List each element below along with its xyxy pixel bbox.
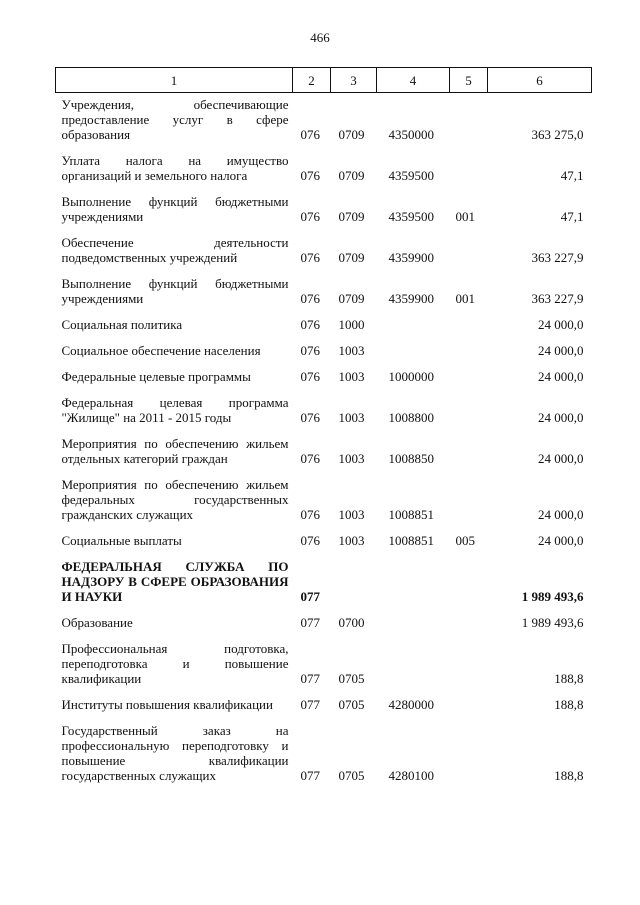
row-target-article: 4350000	[388, 127, 434, 142]
row-code: 076	[300, 410, 320, 425]
row-code: 077	[300, 671, 320, 686]
row-section: 0709	[338, 291, 365, 306]
row-amount: 47,1	[560, 168, 584, 183]
row-expense-type	[450, 142, 488, 183]
row-expense-type	[450, 686, 488, 712]
row-expense-type	[450, 630, 488, 686]
row-target-article	[377, 630, 450, 686]
row-amount: 1 989 493,6	[521, 615, 584, 630]
row-target-article: 1008850	[388, 451, 434, 466]
row-target-article: 1008851	[388, 507, 434, 522]
table-row	[56, 265, 592, 306]
table-header	[56, 68, 592, 93]
row-target-article: 4280000	[388, 697, 434, 712]
row-target-article	[377, 306, 450, 332]
row-name: Социальное обеспечение населения	[61, 343, 261, 358]
row-code: 077	[300, 768, 320, 783]
row-name: Образование	[61, 615, 133, 630]
row-amount: 363 275,0	[531, 127, 584, 142]
page-number: 466	[310, 30, 330, 45]
table-row	[56, 604, 592, 630]
row-target-article: 4359900	[388, 250, 434, 265]
row-section: 1003	[338, 410, 365, 425]
budget-table	[55, 67, 592, 783]
row-name: Профессиональная подготовка, переподготовка и повышение квалификации	[61, 641, 289, 686]
row-amount: 188,8	[554, 697, 584, 712]
row-name: Социальная политика	[61, 317, 183, 332]
row-target-article: 4359500	[388, 209, 434, 224]
row-section: 0705	[338, 697, 365, 712]
row-section: 0709	[338, 127, 365, 142]
row-code: 076	[300, 451, 320, 466]
row-target-article	[377, 604, 450, 630]
row-expense-type	[450, 306, 488, 332]
row-target-article: 4280100	[388, 768, 434, 783]
row-code: 077	[300, 615, 320, 630]
table-row	[56, 384, 592, 425]
row-section	[331, 548, 377, 604]
row-target-article: 1000000	[388, 369, 434, 384]
row-amount: 24 000,0	[538, 533, 584, 548]
table-row	[56, 332, 592, 358]
header-col-4: 4	[377, 68, 450, 93]
row-code: 076	[300, 369, 320, 384]
row-section: 0709	[338, 168, 365, 183]
row-name: ФЕДЕРАЛЬНАЯ СЛУЖБА ПО НАДЗОРУ В СФЕРЕ ОБРАЗОВАНИЯ И НАУКИ	[61, 559, 289, 604]
row-code: 077	[300, 589, 320, 604]
row-amount: 1 989 493,6	[521, 589, 584, 604]
row-amount: 188,8	[554, 671, 584, 686]
row-section: 0709	[338, 209, 365, 224]
row-code: 076	[300, 317, 320, 332]
row-name: Выполнение функций бюджетными учреждениями	[61, 194, 289, 224]
row-amount: 24 000,0	[538, 451, 584, 466]
table-row	[56, 425, 592, 466]
row-amount: 363 227,9	[531, 250, 584, 265]
table-row	[56, 93, 592, 143]
row-amount: 24 000,0	[538, 317, 584, 332]
row-name: Мероприятия по обеспечению жильем федеральных государственных гражданских служащих	[61, 477, 289, 522]
row-section: 1003	[338, 343, 365, 358]
row-code: 076	[300, 343, 320, 358]
row-amount: 47,1	[560, 209, 584, 224]
row-name: Выполнение функций бюджетными учреждениями	[61, 276, 289, 306]
row-amount: 24 000,0	[538, 343, 584, 358]
row-name: Государственный заказ на профессиональную переподготовку и повышение квалификации государственных служащих	[61, 723, 289, 783]
header-row	[56, 68, 592, 93]
row-amount: 188,8	[554, 768, 584, 783]
row-expense-type: 001	[455, 209, 475, 224]
row-section: 1000	[338, 317, 365, 332]
row-name: Федеральные целевые программы	[61, 369, 251, 384]
row-code: 076	[300, 127, 320, 142]
row-target-article: 1008800	[388, 410, 434, 425]
row-code: 076	[300, 168, 320, 183]
row-section: 1003	[338, 533, 365, 548]
row-name: Уплата налога на имущество организаций и земельного налога	[61, 153, 289, 183]
table-row	[56, 466, 592, 522]
row-section: 1003	[338, 507, 365, 522]
row-code: 077	[300, 697, 320, 712]
table-row	[56, 686, 592, 712]
row-code: 076	[300, 507, 320, 522]
table-row	[56, 224, 592, 265]
row-expense-type: 005	[455, 533, 475, 548]
row-name: Институты повышения квалификации	[61, 697, 273, 712]
header-col-5: 5	[450, 68, 488, 93]
table-row	[56, 548, 592, 604]
row-section: 0705	[338, 671, 365, 686]
row-expense-type	[450, 712, 488, 783]
row-expense-type	[450, 466, 488, 522]
table-row	[56, 306, 592, 332]
table-body	[56, 93, 592, 784]
row-code: 076	[300, 291, 320, 306]
row-target-article: 4359500	[388, 168, 434, 183]
row-expense-type	[450, 93, 488, 143]
row-amount: 363 227,9	[531, 291, 584, 306]
row-section: 0705	[338, 768, 365, 783]
table-row	[56, 183, 592, 224]
table-row	[56, 522, 592, 548]
row-code: 076	[300, 250, 320, 265]
row-expense-type	[450, 332, 488, 358]
table-row	[56, 712, 592, 783]
header-col-6: 6	[488, 68, 592, 93]
row-name: Учреждения, обеспечивающие предоставление услуг в сфере образования	[61, 97, 289, 142]
row-amount: 24 000,0	[538, 410, 584, 425]
row-target-article: 1008851	[388, 533, 434, 548]
row-expense-type	[450, 604, 488, 630]
header-col-1: 1	[56, 68, 293, 93]
row-target-article	[377, 332, 450, 358]
row-section: 0700	[338, 615, 365, 630]
table-row	[56, 142, 592, 183]
row-name: Обеспечение деятельности подведомственных учреждений	[61, 235, 289, 265]
row-expense-type	[450, 425, 488, 466]
row-expense-type	[450, 548, 488, 604]
row-expense-type	[450, 358, 488, 384]
table-row	[56, 358, 592, 384]
row-code: 076	[300, 533, 320, 548]
row-amount: 24 000,0	[538, 507, 584, 522]
row-section: 0709	[338, 250, 365, 265]
row-name: Социальные выплаты	[61, 533, 182, 548]
row-name: Мероприятия по обеспечению жильем отдельных категорий граждан	[61, 436, 289, 466]
row-amount: 24 000,0	[538, 369, 584, 384]
header-col-3: 3	[331, 68, 377, 93]
row-expense-type: 001	[455, 291, 475, 306]
row-target-article	[377, 548, 450, 604]
row-expense-type	[450, 224, 488, 265]
table-row	[56, 630, 592, 686]
row-name: Федеральная целевая программа "Жилище" на 2011 - 2015 годы	[61, 395, 289, 425]
row-section: 1003	[338, 451, 365, 466]
header-col-2: 2	[293, 68, 331, 93]
row-code: 076	[300, 209, 320, 224]
row-target-article: 4359900	[388, 291, 434, 306]
row-section: 1003	[338, 369, 365, 384]
row-expense-type	[450, 384, 488, 425]
